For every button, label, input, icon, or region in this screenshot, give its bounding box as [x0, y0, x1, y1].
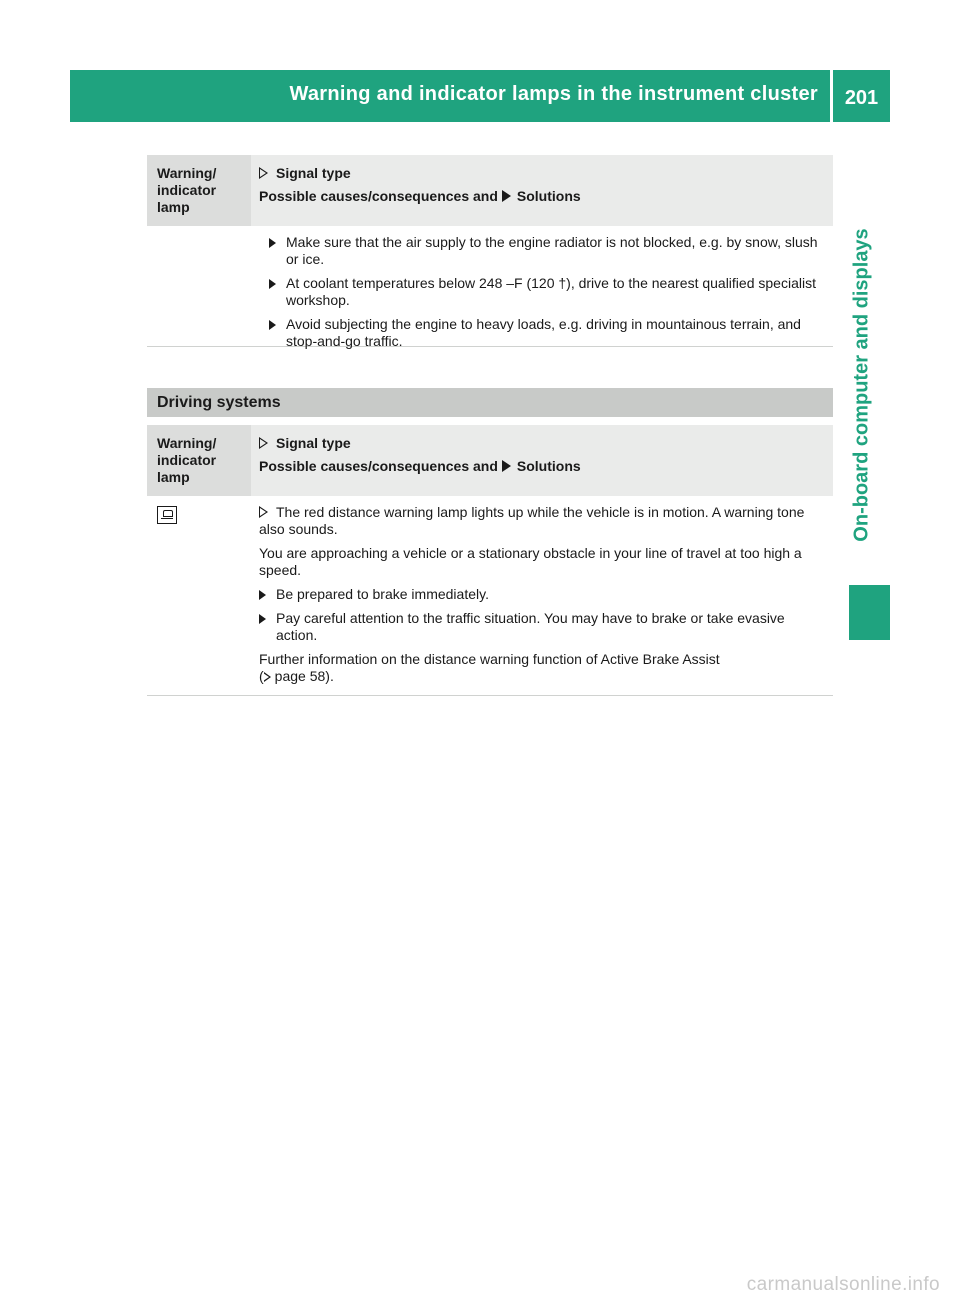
list-item: At coolant temperatures below 248 ‒F (120 †), drive to the nearest qualified specialist workshop. — [269, 275, 825, 309]
section-title: Driving systems — [147, 388, 833, 417]
signal-type-icon — [259, 167, 268, 179]
list-item: Be prepared to brake immediately. — [259, 586, 825, 603]
distance-warning-icon — [157, 506, 177, 524]
watermark: carmanualsonline.info — [746, 1274, 940, 1295]
bullet-arrow-icon — [269, 238, 276, 248]
list-item: Make sure that the air supply to the engine radiator is not blocked, e.g. by snow, slush or ice. — [269, 234, 825, 268]
cause-description: You are approaching a vehicle or a stationary obstacle in your line of travel at too high a speed. — [259, 545, 802, 578]
bullet-arrow-icon — [269, 320, 276, 330]
solutions-icon — [502, 190, 511, 202]
page-ref-icon — [264, 672, 271, 682]
page-title: Warning and indicator lamps in the instrument cluster — [289, 83, 818, 105]
page-reference-link[interactable]: page 58). — [274, 668, 334, 684]
further-info: Further information on the distance warning function of Active Brake Assist ( page 58). — [259, 651, 720, 684]
coolant-table — [147, 155, 833, 347]
col-signal-header: Signal type Possible causes/consequences and Solutions — [259, 435, 581, 474]
signal-type-icon — [259, 437, 268, 449]
bullet-arrow-icon — [259, 590, 266, 600]
signal-type-icon — [259, 506, 268, 518]
list-item: Pay careful attention to the traffic situation. You may have to brake or take evasive action. — [259, 610, 825, 644]
signal-description: The red distance warning lamp lights up while the vehicle is in motion. A warning tone also sounds. — [259, 504, 805, 537]
solutions-icon — [502, 460, 511, 472]
table-header — [147, 425, 833, 496]
driving-systems-table — [147, 425, 833, 696]
col-lamp-header: Warning/ indicator lamp — [147, 425, 251, 496]
table-header — [147, 155, 833, 226]
side-tab-label: On-board computer and displays — [850, 228, 873, 542]
table-row — [147, 226, 833, 347]
col-signal-header: Signal type Possible causes/consequences and Solutions — [259, 165, 581, 204]
bullet-arrow-icon — [259, 614, 266, 624]
list-item: Avoid subjecting the engine to heavy loads, e.g. driving in mountainous terrain, and stop-and-go traffic. — [269, 316, 825, 350]
page-number: 201 — [833, 70, 890, 122]
side-tab-marker — [849, 585, 890, 640]
col-lamp-header: Warning/ indicator lamp — [147, 155, 251, 226]
header-bar — [70, 70, 830, 122]
bullet-arrow-icon — [269, 279, 276, 289]
table-row — [147, 496, 833, 696]
